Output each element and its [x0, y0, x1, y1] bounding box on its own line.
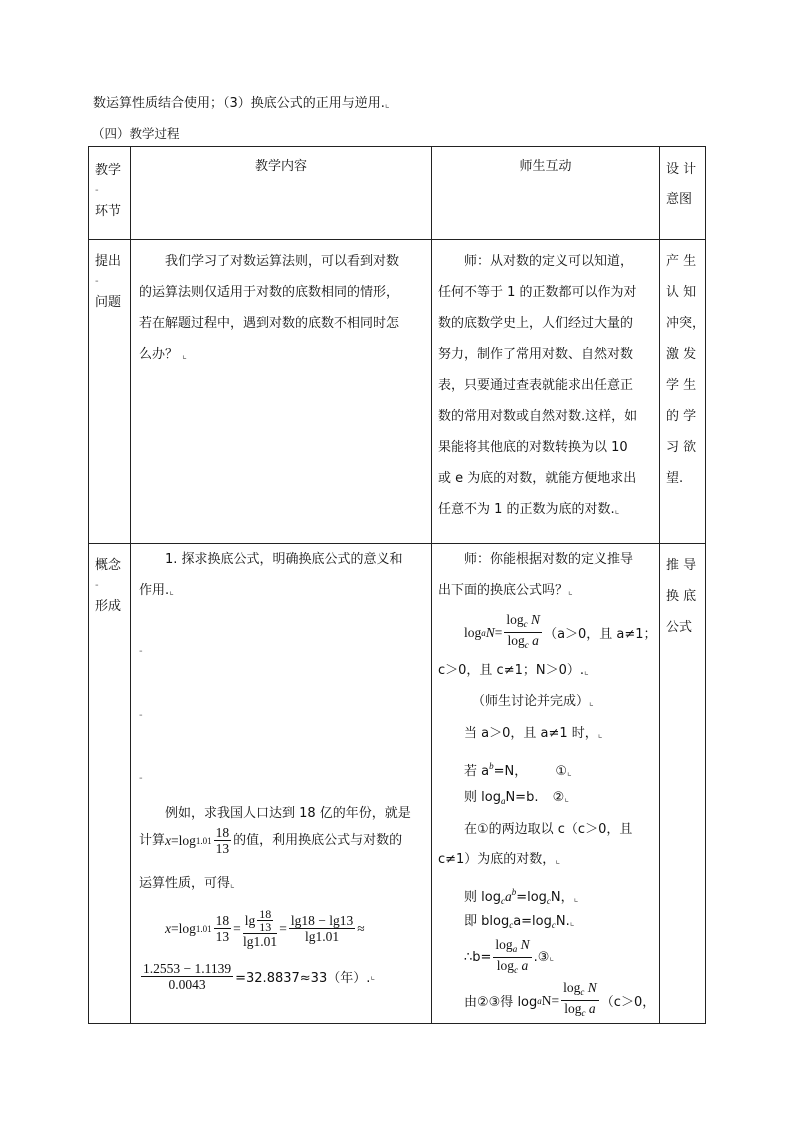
text: 由②③得 log — [464, 995, 538, 1010]
text: 即 blog — [464, 914, 510, 929]
var-N: N — [517, 937, 530, 952]
example-line3: 运算性质，可得⌞ — [139, 876, 235, 891]
table-row-concept — [89, 544, 706, 1024]
content-p1-line2-text: 作用. — [139, 583, 170, 598]
text: c≠1）为底的对数， — [438, 852, 556, 867]
log-base: a — [500, 796, 506, 806]
var-a: a — [528, 633, 539, 648]
interaction-line-text: 任意不为 1 的正数为底的对数. — [438, 502, 615, 517]
header-intent — [660, 147, 706, 240]
step-1: 当 a＞0，且 a≠1 时，⌞ — [464, 726, 603, 741]
stage-line: 概念 — [95, 558, 122, 573]
header-stage-line: 环节 — [95, 204, 122, 219]
intent-line: 的 学 — [666, 409, 697, 424]
stage-line: 提出 — [95, 254, 122, 269]
interaction-line: 任意不为 1 的正数为底的对数.⌞ — [438, 502, 620, 517]
text: 则 log — [464, 890, 501, 905]
intro-line: 数运算性质结合使用；（3）换底公式的正用与逆用.⌞ — [93, 96, 390, 111]
fraction — [504, 612, 542, 653]
intent-cell — [660, 544, 706, 1024]
stage-cell — [89, 240, 131, 544]
header-interaction-label: 师生互动 — [519, 159, 572, 174]
intent-line: 冲突， — [666, 316, 706, 331]
log-base: a — [481, 627, 486, 638]
text: N=b. — [505, 790, 539, 805]
intent-line: 认 知 — [666, 285, 697, 300]
content-line: 么办？ ⌞ — [139, 347, 187, 362]
interaction-q1: 师：你能根据对数的定义推导 — [464, 552, 634, 567]
content-p1-line1: 1. 探求换底公式，明确换底公式的意义和 — [165, 552, 403, 567]
log-base: c — [500, 896, 505, 906]
table-header-row — [89, 147, 706, 240]
log-base: c — [551, 920, 556, 930]
var-x: x — [165, 832, 172, 848]
content-line: 若在解题过程中，遇到对数的底数不相同时怎 — [139, 316, 400, 331]
numerator: 18 — [215, 913, 230, 928]
log-text: log — [496, 958, 515, 973]
text: =N， — [493, 764, 528, 779]
formula-line2: $\frac{1.2553 - 1.1139}{0.0043}$ =32.8837≈33（年）. ⌞ — [143, 961, 376, 992]
header-content — [131, 147, 432, 240]
text: =log — [516, 890, 547, 905]
header-content-label: 教学内容 — [254, 159, 307, 174]
numerator — [493, 937, 531, 958]
log-base: c — [509, 920, 514, 930]
header-intent-line: 意图 — [666, 192, 693, 207]
denominator: 0.0043 — [168, 977, 206, 992]
text: （师生讨论并完成） — [472, 694, 590, 709]
numerator: 1.2553 − 1.1139 — [143, 961, 232, 976]
log-text: =log — [171, 920, 196, 936]
text: 若 a — [464, 764, 490, 779]
equation-number: ② — [552, 790, 565, 805]
exponent: b — [511, 887, 517, 897]
interaction-cell — [432, 544, 660, 1024]
text: 出下面的换底公式吗？ — [438, 583, 569, 598]
section-heading: （四）教学过程 — [92, 126, 180, 141]
log-base: c — [580, 987, 585, 997]
condition-text: （a＞0，且 a≠1； — [544, 627, 657, 642]
log-base: a — [537, 995, 542, 1006]
denominator: lg1.01 — [305, 929, 340, 944]
text: N= — [541, 992, 560, 1008]
interaction-cell — [432, 240, 660, 544]
stage-line: 问题 — [95, 295, 122, 310]
intent-cell — [660, 240, 706, 544]
text: c＞0，且 c≠1；N＞0）. — [438, 663, 584, 678]
numerator: 18 — [259, 907, 272, 921]
text: 运算性质，可得 — [139, 876, 231, 891]
log-text: log — [507, 633, 525, 648]
equation-number: ① — [555, 764, 568, 779]
log-base: 1.01 — [195, 923, 212, 934]
teaching-process-table — [88, 146, 706, 1024]
log-base: c — [546, 896, 551, 906]
log-base: c — [523, 619, 528, 629]
fraction — [214, 825, 232, 856]
header-intent-line: 设 计 — [666, 162, 697, 177]
step-8: ∴b= $\frac{\log_a N}{\log_c a}$ .③ ⌞ — [464, 937, 554, 978]
denominator: lg1.01 — [242, 934, 278, 949]
numerator: 18 — [215, 825, 230, 840]
equals: = — [233, 920, 241, 936]
interaction-line: 数的常用对数或自然对数.这样，如 — [438, 409, 638, 424]
denominator — [493, 958, 531, 978]
var-N: N — [485, 624, 495, 640]
step-5: c≠1）为底的对数，⌞ — [438, 852, 560, 867]
denominator: 13 — [259, 920, 272, 934]
example-line1: 例如，求我国人口达到 18 亿的年份，就是 — [165, 806, 411, 821]
var-N: N — [527, 612, 541, 627]
text: 计算 — [139, 832, 166, 848]
content-line: 的运算法则仅适用于对数的底数相同的情形， — [139, 285, 400, 300]
denominator — [561, 1001, 599, 1021]
stage-line: - — [95, 580, 99, 591]
log-text: log — [464, 624, 482, 640]
text: N. — [555, 914, 570, 929]
header-stage — [89, 147, 131, 240]
denominator: 13 — [215, 929, 230, 944]
fraction — [257, 908, 273, 933]
var-a: a — [518, 958, 529, 973]
formula-line1 — [165, 908, 365, 949]
exponent: b — [489, 761, 494, 771]
step-9 — [464, 980, 655, 1021]
log-text: log — [495, 937, 513, 952]
step-2: 若 $a^b=N$， ①⌞ — [464, 761, 572, 779]
interaction-line: 师：从对数的定义可以知道， — [464, 254, 634, 269]
intent-line: 换 底 — [666, 589, 697, 604]
interaction-line: 数的底数学史上，人们经过大量的 — [438, 316, 634, 331]
table-row-problem — [89, 240, 706, 544]
header-interaction — [432, 147, 660, 240]
intent-line: 习 欲 — [666, 440, 697, 455]
log-base: a — [512, 944, 518, 954]
example-line2 — [139, 825, 402, 856]
text: 当 a＞0，且 a≠1 时， — [464, 726, 598, 741]
text: ∴b= — [464, 950, 492, 965]
numerator: lg18 − lg13 — [290, 913, 354, 928]
text: =32.8837≈33（年）. — [235, 971, 371, 986]
step-3: 则 $\log_aN=b$. ②⌞ — [464, 790, 569, 806]
intent-line: 望. — [666, 471, 684, 486]
step-4: 在①的两边取以 c（c＞0，且 — [464, 822, 633, 837]
content-cell — [131, 240, 432, 544]
stage-cell — [89, 544, 131, 1024]
log-base: c — [581, 1008, 586, 1018]
fraction — [493, 937, 531, 978]
intent-line: 产 生 — [666, 254, 697, 269]
content-p1-line2: 作用.⌞ — [139, 583, 174, 598]
header-stage-line: - — [95, 185, 99, 196]
log-text: =log — [171, 832, 196, 848]
step-7: 即 $blog_ca=\log_cN.⌞$ — [464, 914, 575, 930]
interaction-line: 果能将其他底的对数转换为以 10 — [438, 440, 628, 455]
approx: ≈ — [357, 920, 365, 936]
var-x: x — [165, 920, 171, 936]
numerator — [243, 908, 278, 934]
change-of-base-formula: log a N = $\frac{\log_c N}{\log_c a}$ （a＞0，且 a≠1； — [464, 612, 657, 653]
header-stage-line: 教学 — [95, 163, 122, 178]
empty-line-mark: - — [139, 710, 143, 721]
content-cell — [131, 544, 432, 1024]
empty-line-mark: - — [139, 773, 143, 784]
lg-text: lg — [244, 913, 256, 928]
text: N， — [550, 890, 574, 905]
numerator — [504, 612, 542, 633]
intent-line: 学 生 — [666, 378, 697, 393]
denominator — [504, 633, 542, 653]
text: a=log — [513, 914, 552, 929]
interaction-line: 或 e 为底的对数，就能方便地求出 — [438, 471, 637, 486]
content-line: 我们学习了对数运算法则，可以看到对数 — [165, 254, 400, 269]
var-a: a — [585, 1001, 596, 1016]
denominator: 13 — [215, 841, 230, 856]
intent-line: 激 发 — [666, 347, 697, 362]
stage-line: 形成 — [95, 599, 122, 614]
text: 则 log — [464, 790, 501, 805]
intent-line: 推 导 — [666, 558, 697, 573]
step-6: 则 $\log_ca^b=\log_cN$，⌞ — [464, 887, 579, 906]
interaction-line: 表，只要通过查表就能求出任意正 — [438, 378, 634, 393]
condition-line2: c＞0，且 c≠1；N＞0）.⌞ — [438, 663, 589, 678]
log-text: log — [506, 612, 524, 627]
interaction-line: 努力，制作了常用对数、自然对数 — [438, 347, 634, 362]
text: 的值，利用换底公式与对数的 — [233, 832, 403, 848]
discussion-note: （师生讨论并完成）⌞ — [472, 694, 594, 709]
log-base: c — [524, 640, 529, 650]
intent-line: 公式 — [666, 620, 693, 635]
log-base: 1.01 — [195, 835, 212, 846]
fraction — [289, 913, 355, 944]
log-text: log — [564, 1001, 582, 1016]
content-line-text: 么办？ — [139, 347, 179, 362]
fraction — [214, 913, 232, 944]
interaction-line: 任何不等于 1 的正数都可以作为对 — [438, 285, 637, 300]
fraction — [243, 908, 278, 949]
numerator — [561, 980, 599, 1001]
fraction — [141, 961, 233, 992]
stage-line: - — [95, 276, 99, 287]
var-N: N — [584, 980, 597, 995]
text: （c＞0， — [600, 995, 656, 1010]
empty-line-mark: - — [139, 646, 143, 657]
equals: = — [279, 920, 287, 936]
interaction-q2: 出下面的换底公式吗？⌞ — [438, 583, 573, 598]
fraction — [561, 980, 599, 1021]
log-text: log — [563, 980, 581, 995]
log-base: c — [514, 965, 519, 975]
var-a: a — [504, 889, 512, 904]
equation-number: .③ — [533, 950, 550, 965]
